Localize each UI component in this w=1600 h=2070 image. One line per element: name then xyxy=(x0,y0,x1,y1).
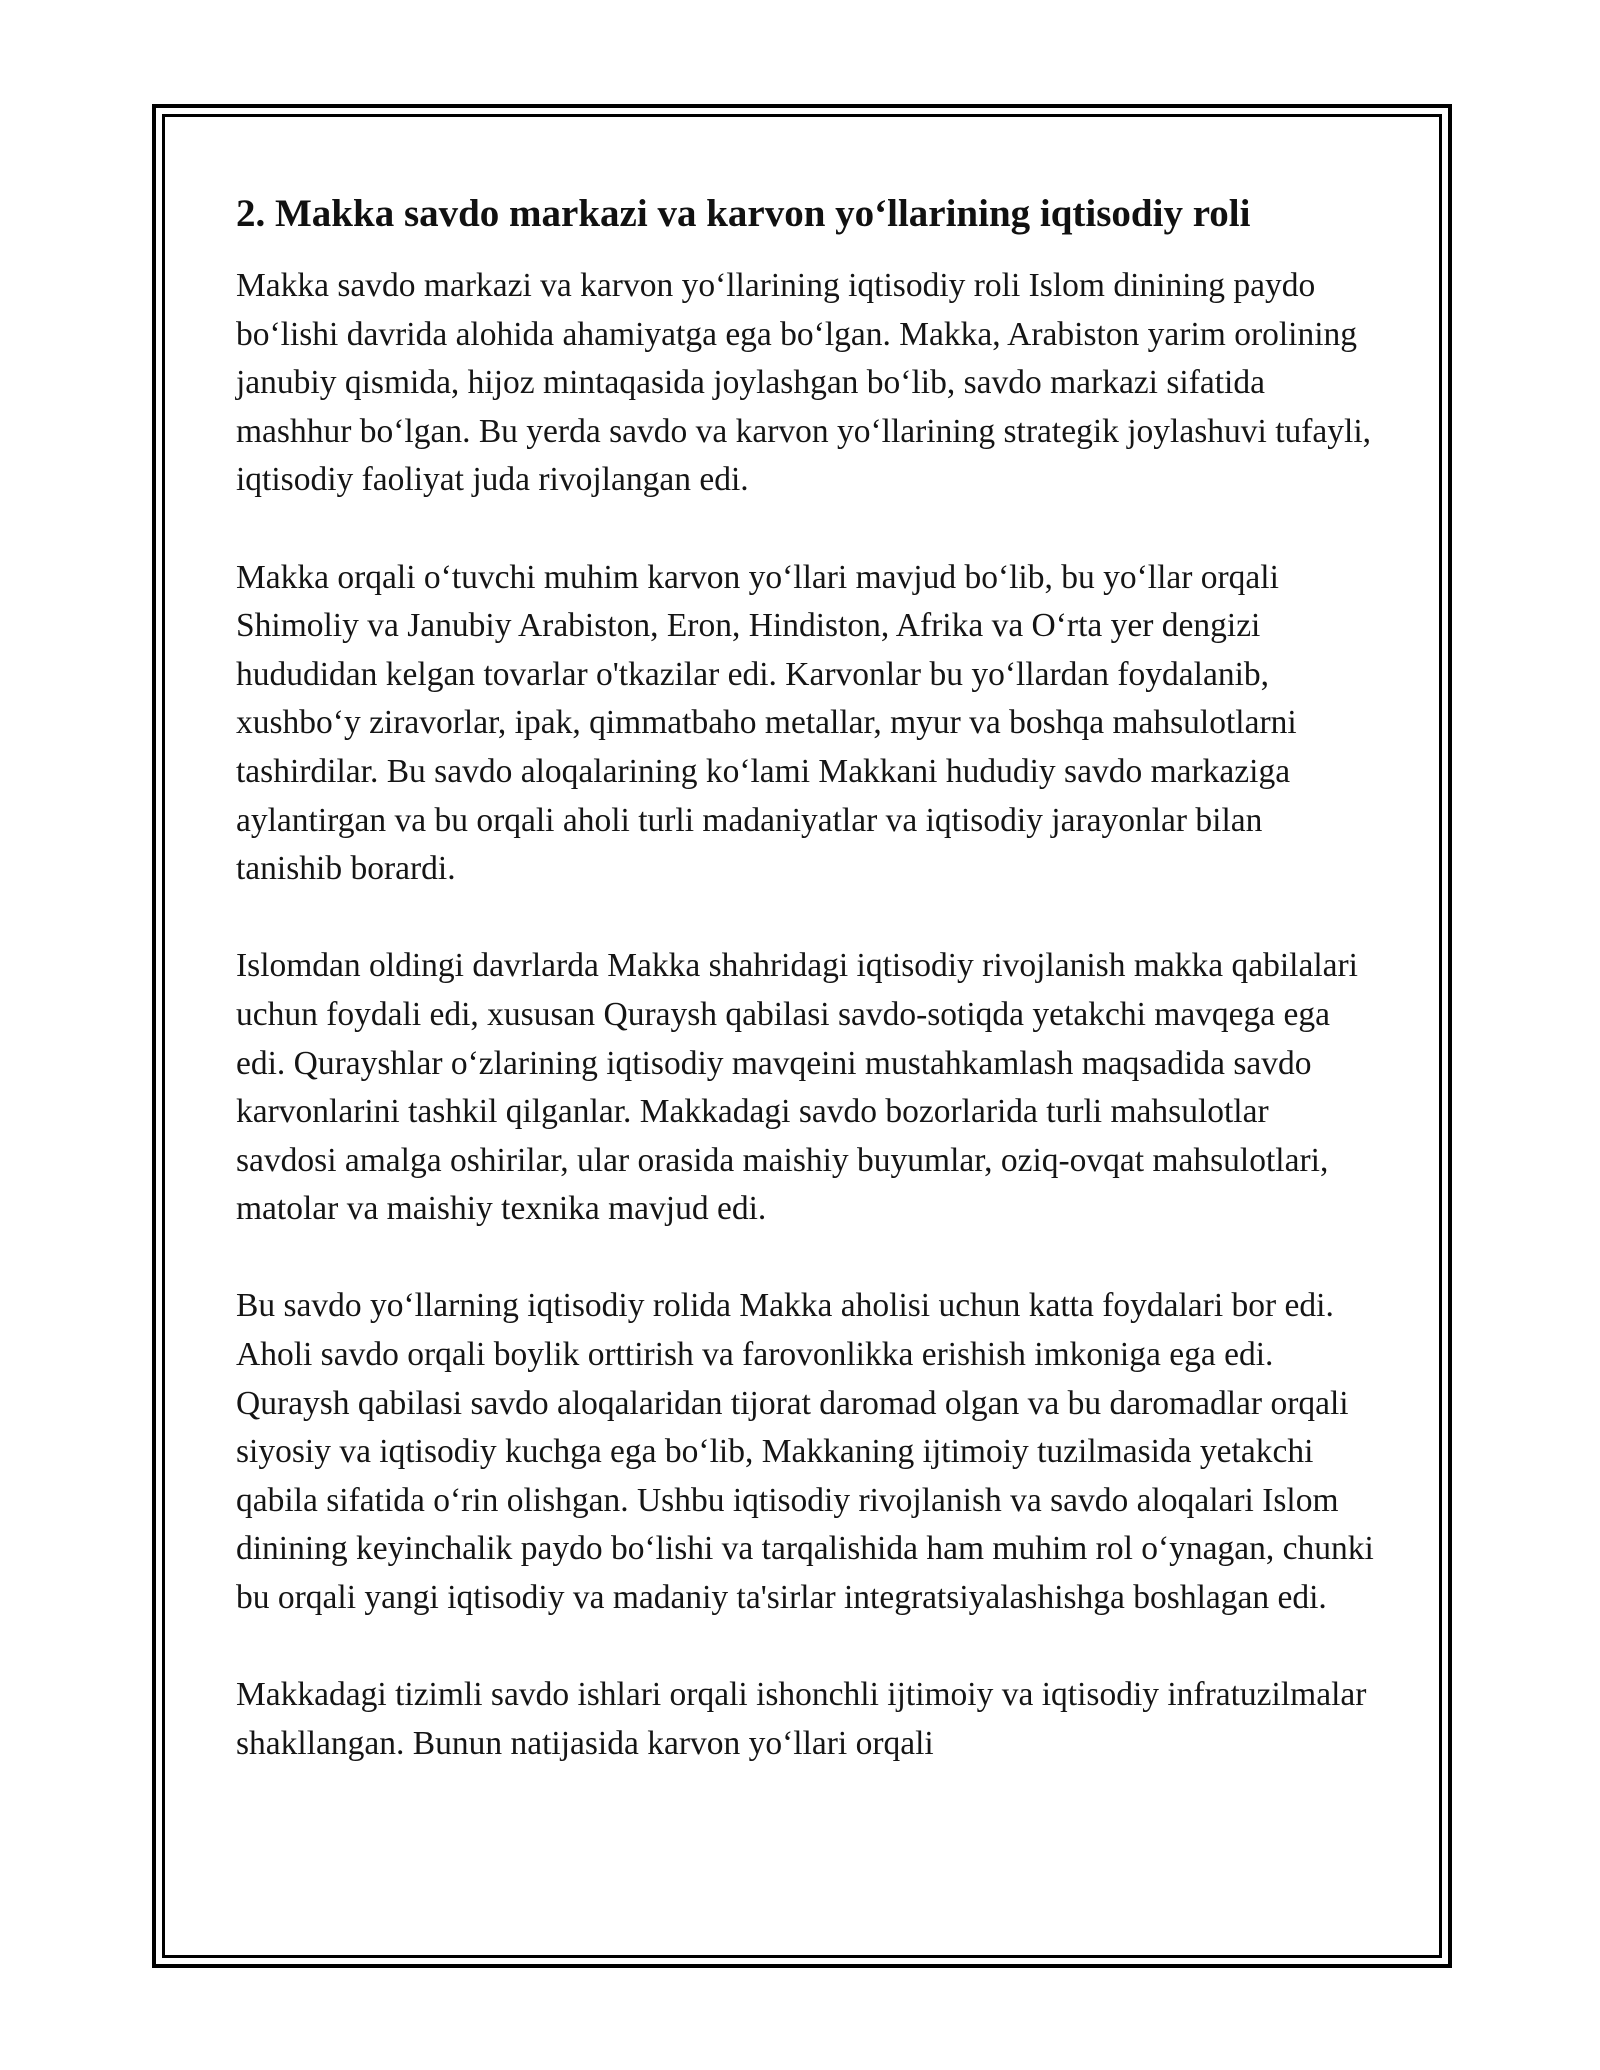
paragraph-5: Makkadagi tizimli savdo ishlari orqali ishonchli ijtimoiy va iqtisodiy infratuzilmalar shakllangan. Bunun natijasida karvon yo‘llari orqali xyxy=(236,1676,1367,1762)
paragraph-3: Islomdan oldingi davrlarda Makka shahridagi iqtisodiy rivojlanish makka qabilalari uchun foydali edi, xususan Quraysh qabilasi savdo-sotiqda yetakchi mavqega ega edi. Qurayshlar o‘zlarining iqtisodiy mavqeini mustahkamlash maqsadida savdo karvonlarini tashkil qilganlar. Makkadagi savdo bozorlarida turli mahsulotlar savdosi amalga oshirilar, ular orasida maishiy buyumlar, oziq-ovqat mahsulotlari, matolar va maishiy texnika mavjud edi. xyxy=(236,947,1358,1228)
paragraph-4: Bu savdo yo‘llarning iqtisodiy rolida Makka aholisi uchun katta foydalari bor edi. Aholi savdo orqali boylik orttirish va farovonlikka erishish imkoniga ega edi. Quraysh qabilasi savdo aloqalaridan tijorat daromad olgan va bu daromadlar orqali siyosiy va iqtisodiy kuchga ega bo‘lib, Makkaning ijtimoiy tuzilmasida yetakchi qabila sifatida o‘rin olishgan. Ushbu iqtisodiy rivojlanish va savdo aloqalari Islom dinining keyinchalik paydo bo‘lishi va tarqalishida ham muhim rol o‘ynagan, chunki bu orqali yangi iqtisodiy va madaniy ta'sirlar integratsiyalashishga boshlagan edi. xyxy=(236,1287,1374,1617)
paragraph-1: Makka savdo markazi va karvon yo‘llarining iqtisodiy roli Islom dinining paydo bo‘lishi davrida alohida ahamiyatga ega bo‘lgan. Makka, Arabiston yarim orolining janubiy qismida, hijoz mintaqasida joylashgan bo‘lib, savdo markazi sifatida mashhur bo‘lgan. Bu yerda savdo va karvon yo‘llarining strategik joylashuvi tufayli, iqtisodiy faoliyat juda rivojlangan edi. xyxy=(236,267,1372,499)
paragraph-2: Makka orqali o‘tuvchi muhim karvon yo‘llari mavjud bo‘lib, bu yo‘llar orqali Shimoliy va Janubiy Arabiston, Eron, Hindiston, Afrika va O‘rta yer dengizi hududidan kelgan tovarlar o'tkazilar edi. Karvonlar bu yo‘llardan foydalanib, xushbo‘y ziravorlar, ipak, qimmatbaho metallar, myur va boshqa mahsulotlarni tashirdilar. Bu savdo aloqalarining ko‘lami Makkani hududiy savdo markaziga aylantirgan va bu orqali aholi turli madaniyatlar va iqtisodiy jarayonlar bilan tanishib borardi. xyxy=(236,558,1297,888)
section-heading: 2. Makka savdo markazi va karvon yo‘llarining iqtisodiy roli xyxy=(236,192,1251,235)
document-body xyxy=(236,188,1376,1817)
